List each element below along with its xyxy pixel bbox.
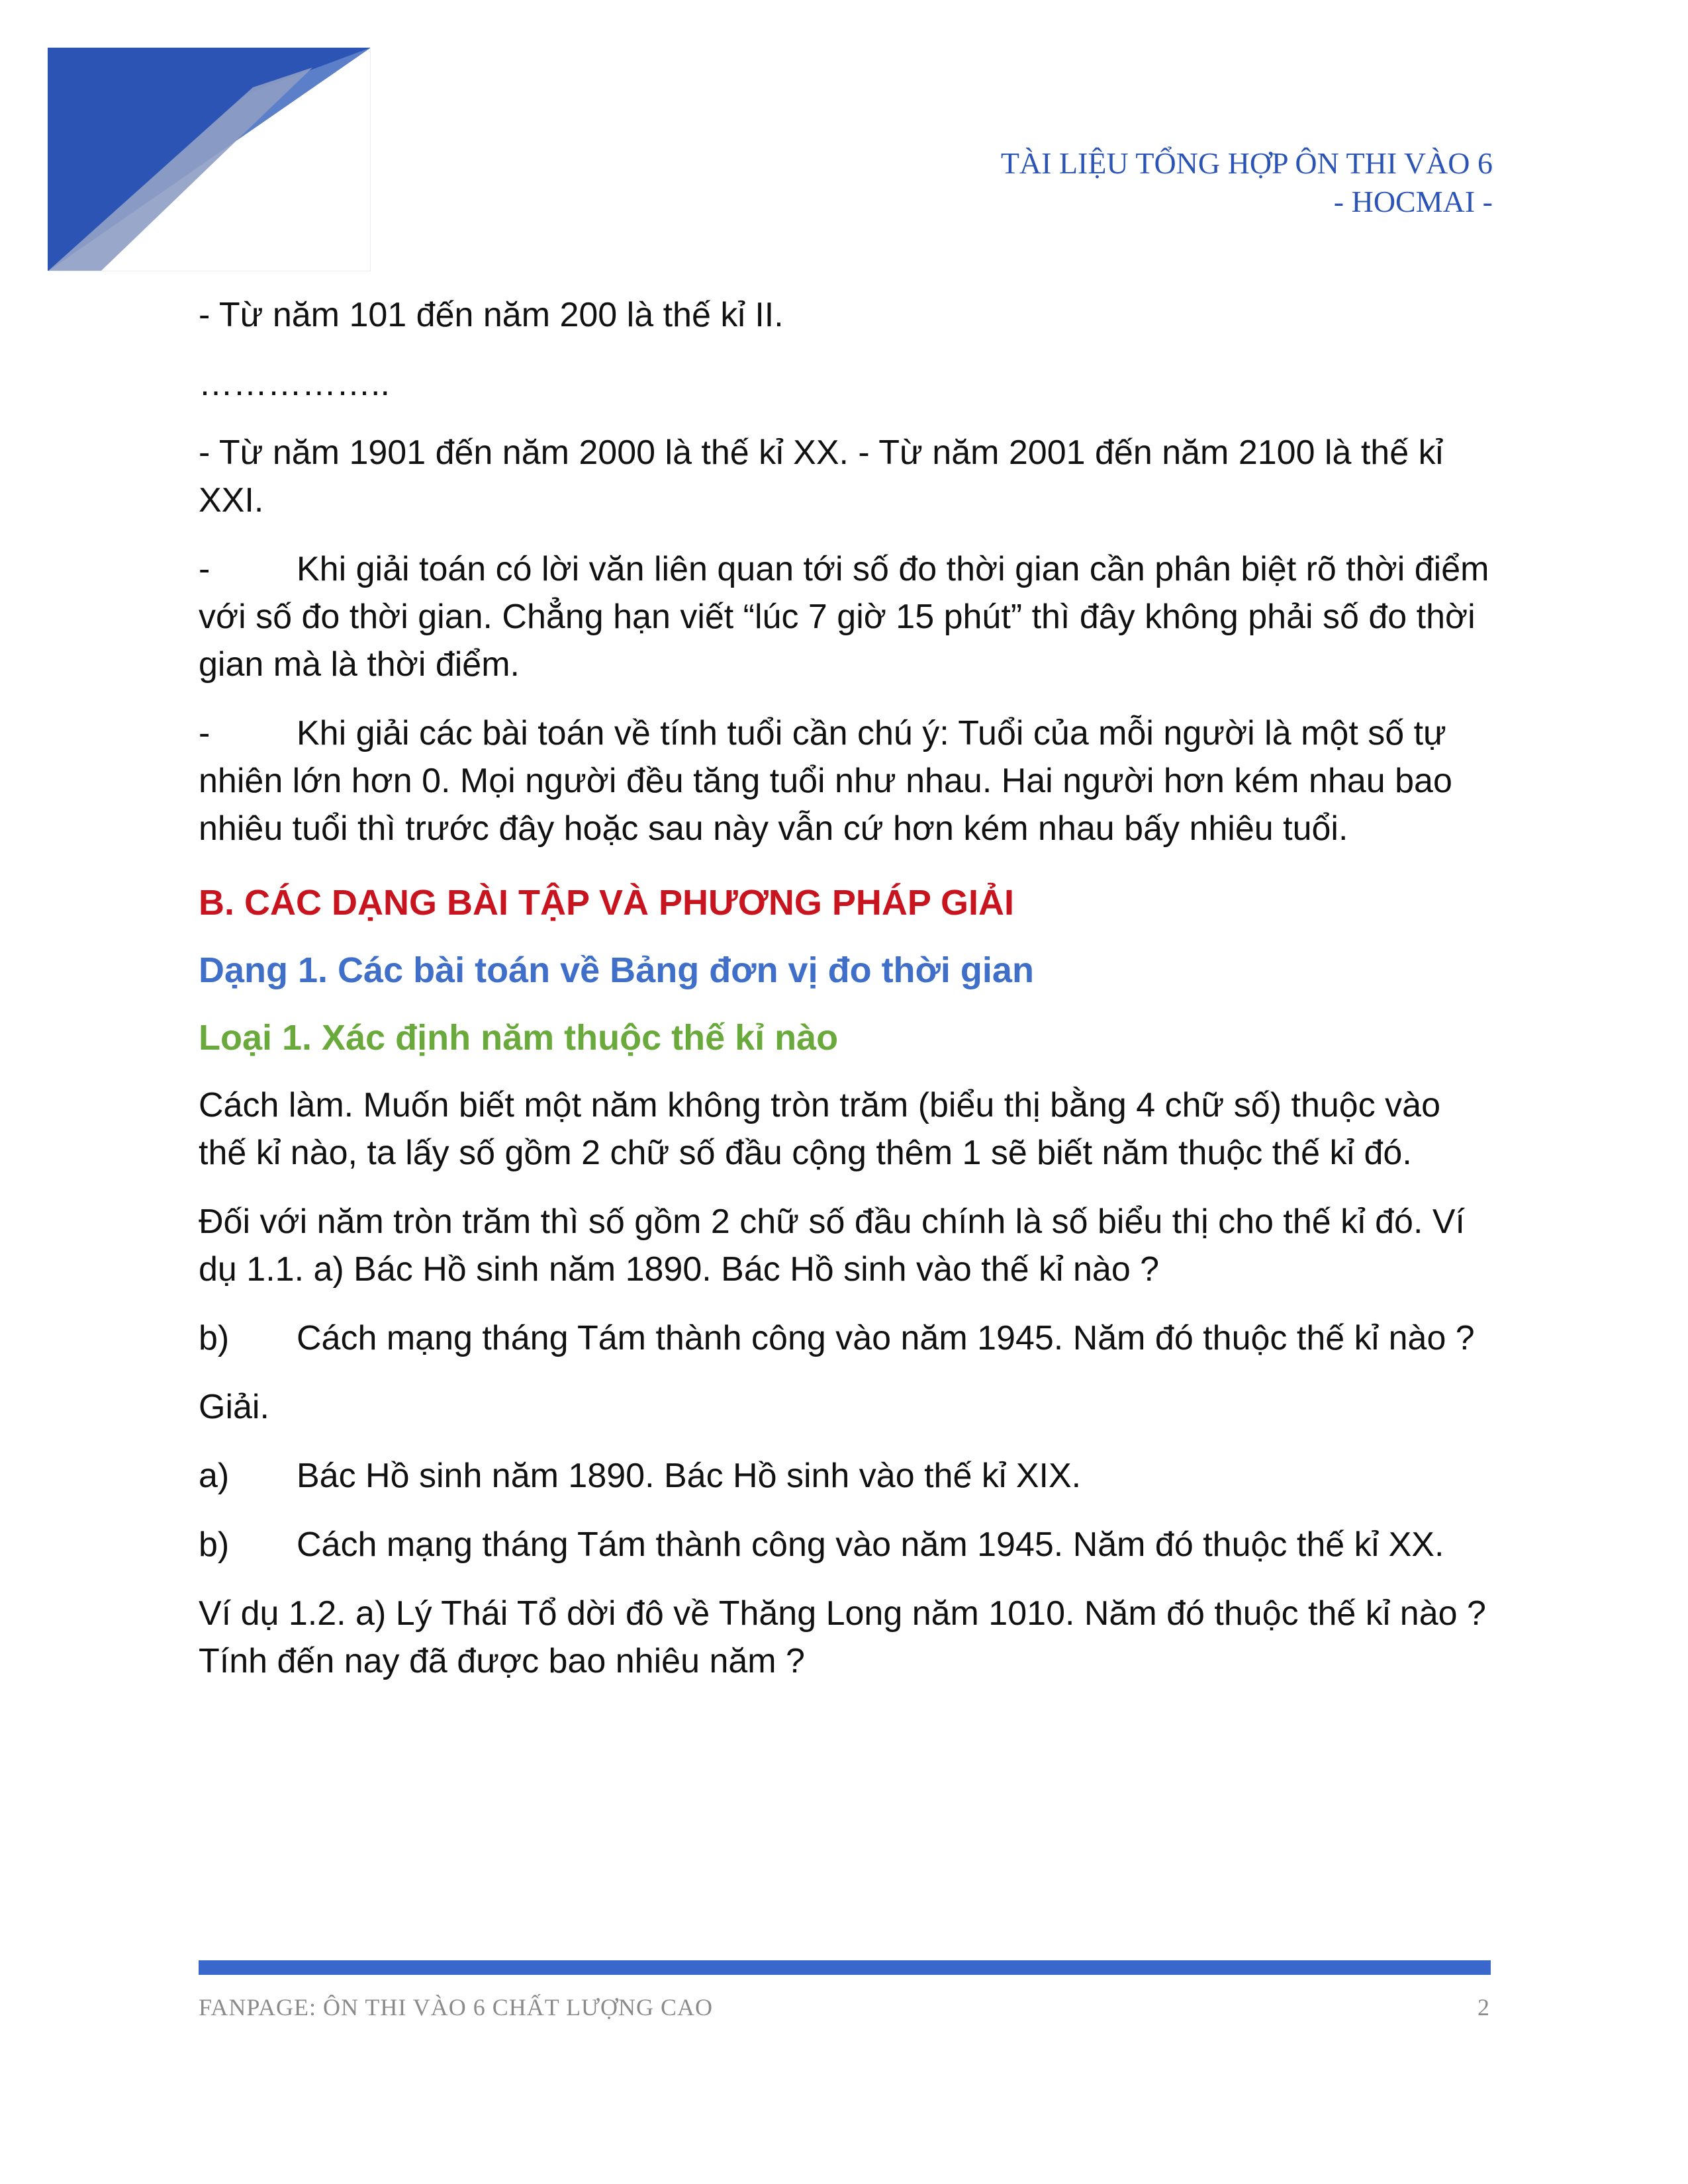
paragraph-century-2: - Từ năm 101 đến năm 200 là thế kỉ II.	[199, 296, 784, 334]
paragraph-solution-a	[199, 1452, 1489, 1500]
paragraph-example-1-2: Ví dụ 1.2. a) Lý Thái Tổ dời đô về Thăng Long năm 1010. Năm đó thuộc thế kỉ nào ? Tính đến nay đã được bao nhiêu năm ?	[199, 1594, 1486, 1680]
paragraph-text: Khi giải toán có lời văn liên quan tới số đo thời gian cần phân biệt rõ thời điểm với số đo thời gian. Chẳng hạn viết “lúc 7 giờ 15 phút” thì đây không phải số đo thời gian mà là thời điểm.	[199, 550, 1489, 684]
paragraph-text: Cách mạng tháng Tám thành công vào năm 1945. Năm đó thuộc thế kỉ nào ?	[297, 1319, 1475, 1357]
paragraph-century-20-21: - Từ năm 1901 đến năm 2000 là thế kỉ XX. - Từ năm 2001 đến năm 2100 là thế kỉ XXI.	[199, 433, 1444, 520]
item-label: a)	[199, 1457, 230, 1495]
section-heading-dang-1: Dạng 1. Các bài toán về Bảng đơn vị đo thời gian	[199, 950, 1034, 990]
paragraph-solution-b	[199, 1521, 1489, 1569]
corner-decoration	[48, 48, 371, 271]
header-title: TÀI LIỆU TỔNG HỢP ÔN THI VÀO 6	[1000, 146, 1493, 180]
document-body	[199, 291, 1489, 1706]
footer-divider	[199, 1960, 1491, 1975]
header-subtitle: - HOCMAI -	[1333, 185, 1493, 218]
bullet-dash: -	[199, 550, 211, 588]
paragraph-text: Khi giải các bài toán về tính tuổi cần chú ý: Tuổi của mỗi người là một số tự nhiên lớn hơn 0. Mọi người đều tăng tuổi như nhau. Hai người hơn kém nhau bao nhiêu tuổi thì trước đây hoặc sau này vẫn cứ hơn kém nhau bấy nhiêu tuổi.	[199, 714, 1452, 848]
item-label: b)	[199, 1319, 230, 1357]
section-heading-loai-1: Loại 1. Xác định năm thuộc thế kỉ nào	[199, 1018, 839, 1058]
page-number: 2	[1477, 1994, 1489, 2021]
paragraph-text: Bác Hồ sinh năm 1890. Bác Hồ sinh vào thế kỉ XIX.	[297, 1457, 1082, 1495]
paragraph-solution-label: Giải.	[199, 1388, 269, 1426]
section-heading-b: B. CÁC DẠNG BÀI TẬP VÀ PHƯƠNG PHÁP GIẢI	[199, 883, 1014, 923]
paragraph-age-note	[199, 709, 1489, 852]
bullet-dash: -	[199, 714, 211, 752]
paragraph-text: Cách mạng tháng Tám thành công vào năm 1945. Năm đó thuộc thế kỉ XX.	[297, 1525, 1444, 1564]
footer-fanpage: FANPAGE: ÔN THI VÀO 6 CHẤT LƯỢNG CAO	[199, 1994, 713, 2021]
paragraph-method: Cách làm. Muốn biết một năm không tròn trăm (biểu thị bằng 4 chữ số) thuộc vào thế kỉ nào, ta lấy số gồm 2 chữ số đầu cộng thêm 1 sẽ biết năm thuộc thế kỉ đó.	[199, 1086, 1440, 1172]
paragraph-ellipsis: ……………..	[199, 365, 390, 403]
item-label: b)	[199, 1525, 230, 1564]
paragraph-example-1-1-b	[199, 1314, 1489, 1362]
paragraph-example-1-1: Đối với năm tròn trăm thì số gồm 2 chữ số đầu chính là số biểu thị cho thế kỉ đó. Ví dụ 1.1. a) Bác Hồ sinh năm 1890. Bác Hồ sinh vào thế kỉ nào ?	[199, 1203, 1465, 1289]
paragraph-time-note	[199, 545, 1489, 688]
